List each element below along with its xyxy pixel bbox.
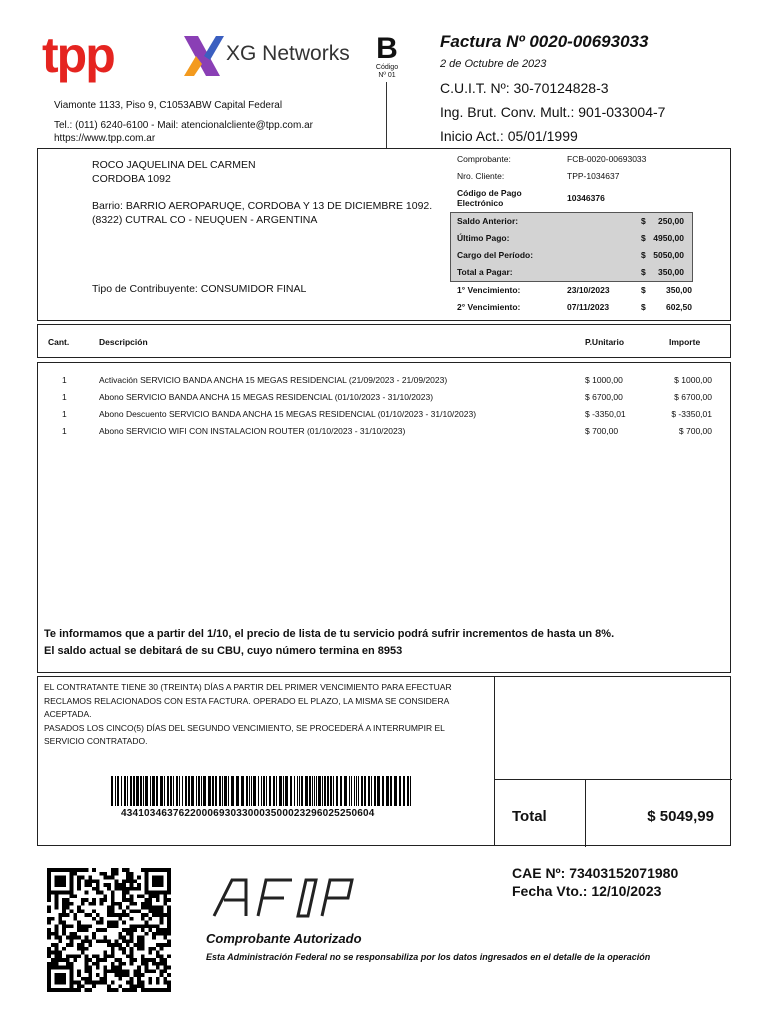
table-row xyxy=(38,392,730,409)
afip-disclaimer: Esta Administración Federal no se responsabiliza por los datos ingresados en el detalle de la operación xyxy=(206,952,651,962)
claims-note-line: RECLAMOS RELACIONADOS CON ESTA FACTURA. OPERADO EL PLAZO, LA MISMA SE CONSIDERA xyxy=(44,695,450,706)
items-header xyxy=(37,324,731,358)
taxpayer-type: Tipo de Contribuyente: CONSUMIDOR FINAL xyxy=(92,283,307,295)
invoice-letter xyxy=(372,34,402,79)
item-total: $ 1000,00 xyxy=(674,375,712,385)
table-row xyxy=(38,426,730,443)
item-total: $ 6700,00 xyxy=(674,392,712,402)
balance-amount: 250,00 xyxy=(658,216,684,226)
authorized-title: Comprobante Autorizado xyxy=(206,931,362,946)
col-total: Importe xyxy=(669,337,701,347)
item-unit: $ -3350,01 xyxy=(585,409,626,419)
xg-networks-logo xyxy=(180,32,350,80)
due-2-date: 07/11/2023 xyxy=(567,302,610,312)
item-unit: $ 700,00 xyxy=(585,426,619,436)
col-desc: Descripción xyxy=(99,337,148,347)
items-body xyxy=(37,362,731,673)
balance-row xyxy=(451,213,692,230)
balance-currency: $ xyxy=(641,216,646,226)
balance-row xyxy=(451,230,692,247)
inicio-actividades: Inicio Act.: 05/01/1999 xyxy=(440,128,578,144)
item-total: $ -3350,01 xyxy=(671,409,712,419)
cae-info xyxy=(512,865,678,900)
client-barrio: Barrio: BARRIO AEROPARUQE, CORDOBA Y 13 DE DICIEMBRE 1092. xyxy=(92,200,433,212)
invoice-letter-value: B xyxy=(376,32,398,65)
company-address: Viamonte 1133, Piso 9, C1053ABW Capital Federal xyxy=(54,100,283,111)
xg-x-icon xyxy=(180,32,224,80)
balance-amount: 350,00 xyxy=(658,267,684,277)
item-qty: 1 xyxy=(62,426,67,436)
price-notice: Te informamos que a partir del 1/10, el precio de lista de tu servicio podrá sufrir incrementos de hasta un 8%. xyxy=(44,628,615,640)
col-qty: Cant. xyxy=(48,337,70,347)
balance-label: Total a Pagar: xyxy=(457,267,513,277)
claims-note-line: PASADOS LOS CINCO(5) DÍAS DEL SEGUNDO VENCIMIENTO, SE PROCEDERÁ A INTERRUMPIR EL xyxy=(44,722,445,733)
footer-divider xyxy=(494,677,495,845)
invoice-letter-code-1: Código xyxy=(375,64,399,71)
xg-networks-text: XG Networks xyxy=(226,42,350,65)
client-city: (8322) CUTRAL CO - NEUQUEN - ARGENTINA xyxy=(92,214,318,226)
item-desc: Abono SERVICIO WIFI CON INSTALACION ROUTER (01/10/2023 - 31/10/2023) xyxy=(99,426,406,436)
comprobante-value: FCB-0020-00693033 xyxy=(567,154,647,164)
header-divider xyxy=(386,82,387,148)
total-value: $ 5049,99 xyxy=(647,808,714,825)
footer-section xyxy=(37,676,731,846)
pago-label-2: Electrónico xyxy=(457,198,504,208)
company-phone-mail: Tel.: (011) 6240-6100 - Mail: atencionalcliente@tpp.com.ar xyxy=(54,120,313,131)
cuit: C.U.I.T. Nº: 30-70124828-3 xyxy=(440,80,609,96)
payment-barcode xyxy=(111,776,411,806)
due-1-currency: $ xyxy=(641,285,646,295)
item-qty: 1 xyxy=(62,375,67,385)
company-contact xyxy=(54,119,313,145)
cae-expiry: Fecha Vto.: 12/10/2023 xyxy=(512,882,662,899)
due-2-currency: $ xyxy=(641,302,646,312)
balance-label: Último Pago: xyxy=(457,233,510,243)
cae-number: CAE Nº: 73403152071980 xyxy=(512,865,679,881)
balance-currency: $ xyxy=(641,250,646,260)
cbu-notice: El saldo actual se debitará de su CBU, cuyo número termina en 8953 xyxy=(44,645,403,657)
invoice-title: Factura Nº 0020-00693033 xyxy=(440,32,649,51)
tpp-logo: tpp xyxy=(42,27,114,83)
client-section xyxy=(37,148,731,321)
claims-note-line: ACEPTADA. xyxy=(44,709,92,720)
balance-currency: $ xyxy=(641,233,646,243)
balance-row xyxy=(451,247,692,264)
balance-currency: $ xyxy=(641,267,646,277)
table-row xyxy=(38,409,730,426)
total-label: Total xyxy=(512,808,547,825)
item-qty: 1 xyxy=(62,409,67,419)
invoice-date: 2 de Octubre de 2023 xyxy=(440,58,547,70)
cliente-label: Nro. Cliente: xyxy=(457,171,505,181)
due-1-amount: 350,00 xyxy=(666,285,692,295)
pago-value: 10346376 xyxy=(567,193,605,203)
due-2-amount: 602,50 xyxy=(666,302,692,312)
footer-divider xyxy=(494,779,732,780)
balance-label: Cargo del Período: xyxy=(457,250,534,260)
claims-note xyxy=(44,681,494,749)
item-unit: $ 1000,00 xyxy=(585,375,623,385)
item-desc: Activación SERVICIO BANDA ANCHA 15 MEGAS RESIDENCIAL (21/09/2023 - 21/09/2023) xyxy=(99,375,448,385)
balance-row xyxy=(451,264,692,281)
table-row xyxy=(38,375,730,392)
balance-amount: 5050,00 xyxy=(653,250,684,260)
client-name: ROCO JAQUELINA DEL CARMEN xyxy=(92,159,256,171)
due-1-label: 1° Vencimiento: xyxy=(457,285,521,295)
item-qty: 1 xyxy=(62,392,67,402)
cliente-value: TPP-1034637 xyxy=(567,171,620,181)
balance-label: Saldo Anterior: xyxy=(457,216,519,226)
barcode-number: 43410346376220006930330003500023296025250604 xyxy=(121,808,375,819)
due-1-date: 23/10/2023 xyxy=(567,285,610,295)
due-2-label: 2° Vencimiento: xyxy=(457,302,521,312)
col-unit: P.Unitario xyxy=(585,337,625,347)
item-desc: Abono Descuento SERVICIO BANDA ANCHA 15 MEGAS RESIDENCIAL (01/10/2023 - 31/10/2023) xyxy=(99,409,477,419)
claims-note-line: EL CONTRATANTE TIENE 30 (TREINTA) DÍAS A PARTIR DEL PRIMER VENCIMIENTO PARA EFECTUAR xyxy=(44,682,452,692)
pago-label-1: Código de Pago xyxy=(457,188,522,198)
balance-amount: 4950,00 xyxy=(653,233,684,243)
invoice-letter-code-2: Nº 01 xyxy=(378,71,396,79)
ing-brut: Ing. Brut. Conv. Mult.: 901-033004-7 xyxy=(440,104,666,120)
claims-note-line: SERVICIO CONTRATADO. xyxy=(44,736,148,747)
item-unit: $ 6700,00 xyxy=(585,392,623,402)
balance-panel xyxy=(450,212,693,282)
item-total: $ 700,00 xyxy=(678,426,712,436)
afip-logo xyxy=(210,876,360,920)
comprobante-label: Comprobante: xyxy=(457,154,511,164)
company-website: https://www.tpp.com.ar xyxy=(54,133,156,144)
item-desc: Abono SERVICIO BANDA ANCHA 15 MEGAS RESIDENCIAL (01/10/2023 - 31/10/2023) xyxy=(99,392,434,402)
qr-code xyxy=(45,868,173,992)
footer-divider xyxy=(585,779,586,847)
client-street: CORDOBA 1092 xyxy=(92,173,171,185)
